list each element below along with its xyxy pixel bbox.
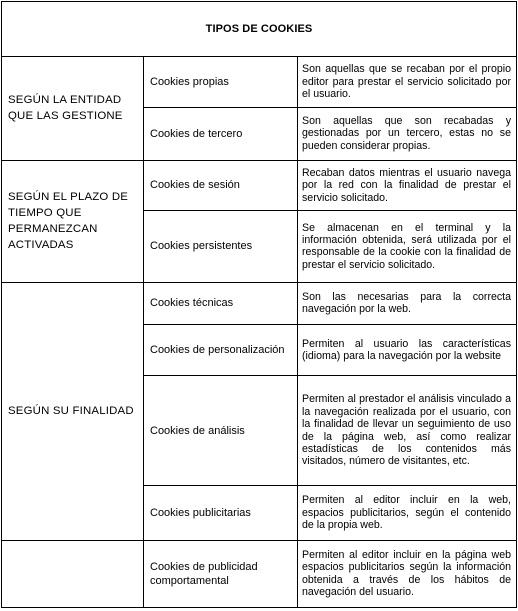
group-label-duration: SEGÚN EL PLAZO DE TIEMPO QUE PERMANEZCAN ACTIVADAS (2, 160, 144, 282)
table-row (2, 56, 517, 107)
cookie-description-cell: Recaban datos mientras el usuario navega por la red con la finalidad de prestar el servicio solicitado. (298, 160, 517, 211)
table-row (2, 160, 517, 211)
table-row (2, 282, 517, 325)
cookie-description-cell: Son aquellas que se recaban por el propio editor para prestar el servicio solicitado por el usuario. (298, 56, 517, 107)
cookie-description-cell: Son las necesarias para la correcta navegación por la web. (298, 282, 517, 325)
cookie-description-cell: Son aquellas que son recabadas y gestionadas por un tercero, estas no se pueden considerar propias. (298, 107, 517, 160)
cookie-description-cell: Permiten al editor incluir en la web, espacios publicitarios, según el contenido de la propia web. (298, 485, 517, 540)
cookie-types-table (1, 1, 517, 608)
table-row (2, 540, 517, 607)
cookie-type-cell: Cookies publicitarias (144, 485, 298, 540)
cookie-type-cell: Cookies de análisis (144, 376, 298, 486)
title-row (2, 2, 517, 57)
cookie-type-cell: Cookies de personalización (144, 325, 298, 376)
cookie-type-cell: Cookies persistentes (144, 211, 298, 282)
cookie-type-cell: Cookies de tercero (144, 107, 298, 160)
cookie-type-cell: Cookies de sesión (144, 160, 298, 211)
table-title: TIPOS DE COOKIES (2, 2, 517, 57)
cookie-description-cell: Permiten al editor incluir en la página web espacios publicitarios según la información obtenida a través de los hábitos de navegación del usuario. (298, 540, 517, 607)
cookie-type-cell: Cookies técnicas (144, 282, 298, 325)
cookie-description-cell: Se almacenan en el terminal y la información obtenida, será utilizada por el responsable de la cookie con la finalidad de prestar el servicio solicitado. (298, 211, 517, 282)
cookie-description-cell: Permiten al prestador el análisis vinculado a la navegación realizada por el usuario, con la finalidad de llevar un seguimiento de uso de la página web, así como realizar estadísticas de los contenidos más visitados, número de visitantes, etc. (298, 376, 517, 486)
cookie-type-cell: Cookies de publicidad comportamental (144, 540, 298, 607)
group-label-entity: SEGÚN LA ENTIDAD QUE LAS GESTIONE (2, 56, 144, 160)
group-label-purpose: SEGÚN SU FINALIDAD (2, 282, 144, 540)
cookie-type-cell: Cookies propias (144, 56, 298, 107)
cookie-description-cell: Permiten al usuario las características (idioma) para la navegación por la website (298, 325, 517, 376)
group-label-empty (2, 540, 144, 607)
